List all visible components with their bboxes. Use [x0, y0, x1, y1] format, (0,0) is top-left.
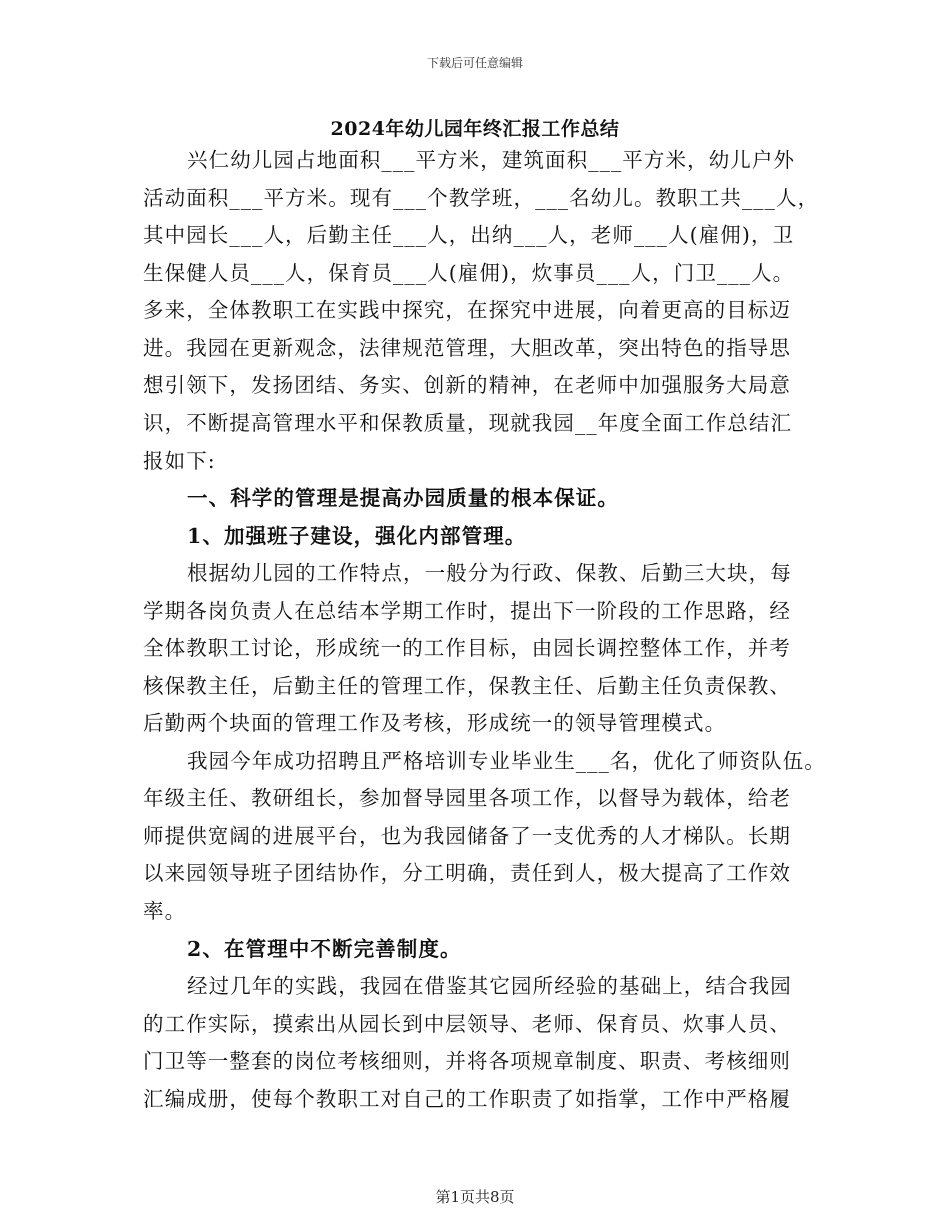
paragraph-line: 生保健人员___人，保育员___人(雇佣)，炊事员___人，门卫___人。	[143, 261, 795, 285]
paragraph-line: 全体教职工讨论，形成统一的工作目标，由园长调控整体工作，并考	[143, 636, 791, 660]
paragraph-line: 兴仁幼儿园占地面积___平方米，建筑面积___平方米，幼儿户外	[187, 148, 796, 172]
paragraph-line: 活动面积___平方米。现有___个教学班，___名幼儿。教职工共___人，	[143, 186, 820, 210]
paragraph-line: 报如下:	[143, 449, 216, 473]
paragraph-line: 以来园领导班子团结协作，分工明确，责任到人，极大提高了工作效	[143, 861, 791, 885]
paragraph-line: 识，不断提高管理水平和保教质量，现就我园__年度全面工作总结汇	[143, 411, 793, 435]
paragraph-line: 经过几年的实践，我园在借鉴其它园所经验的基础上，结合我园	[187, 974, 792, 998]
page-number: 第1页共8页	[435, 1188, 515, 1206]
paragraph-line: 多来，全体教职工在实践中探究，在探究中进展，向着更高的目标迈	[143, 298, 791, 322]
paragraph-line: 核保教主任，后勤主任的管理工作，保教主任、后勤主任负责保教、	[143, 674, 791, 698]
paragraph-line: 想引领下，发扬团结、务实、创新的精神，在老师中加强服务大局意	[143, 373, 791, 397]
paragraph-line: 我园今年成功招聘且严格培训专业毕业生___名，优化了师资队伍。	[187, 749, 826, 773]
paragraph-line: 进。我园在更新观念，法律规范管理，大胆改革，突出特色的指导思	[143, 336, 791, 360]
subsection-heading: 1、加强班子建设，强化内部管理。	[187, 524, 527, 548]
paragraph-line: 后勤两个块面的管理工作及考核，形成统一的领导管理模式。	[143, 711, 727, 735]
page-header-note: 下载后可任意编辑	[426, 56, 523, 70]
paragraph-line: 汇编成册，使每个教职工对自己的工作职责了如指掌，工作中严格履	[143, 1087, 791, 1111]
paragraph-line: 根据幼儿园的工作特点，一般分为行政、保教、后勤三大块，每	[187, 561, 792, 585]
paragraph-line: 年级主任、教研组长，参加督导园里各项工作，以督导为载体，给老	[143, 786, 791, 810]
paragraph-line: 学期各岗负责人在总结本学期工作时，提出下一阶段的工作思路，经	[143, 599, 791, 623]
document-title: 2024年幼儿园年终汇报工作总结	[330, 118, 620, 140]
section-heading: 一、科学的管理是提高办园质量的根本保证。	[187, 486, 619, 510]
paragraph-line: 门卫等一整套的岗位考核细则，并将各项规章制度、职责、考核细则	[143, 1049, 791, 1073]
paragraph-line: 率。	[143, 899, 187, 923]
paragraph-line: 师提供宽阔的进展平台，也为我园储备了一支优秀的人才梯队。长期	[143, 824, 791, 848]
subsection-heading: 2、在管理中不断完善制度。	[187, 937, 462, 961]
paragraph-line: 其中园长___人，后勤主任___人，出纳___人，老师___人(雇佣)，卫	[143, 223, 795, 247]
paragraph-line: 的工作实际，摸索出从园长到中层领导、老师、保育员、炊事人员、	[143, 1012, 791, 1036]
